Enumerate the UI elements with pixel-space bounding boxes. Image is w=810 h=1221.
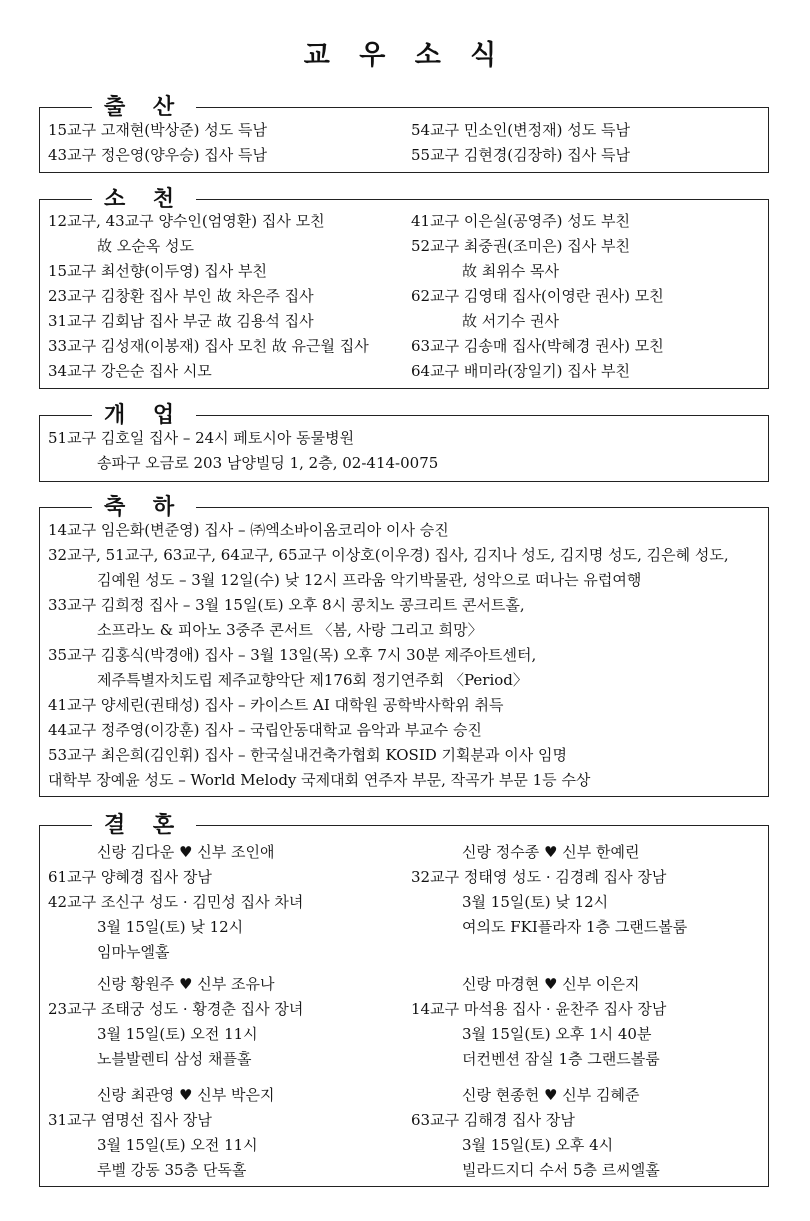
bride: 신부 박은지 <box>197 1086 275 1104</box>
district: 61교구 <box>48 868 97 886</box>
heart-icon: ♥ <box>179 975 193 993</box>
list-item: 34교구 강은순 집사 시모 <box>48 362 212 380</box>
wedding-venue: 빌라드지디 수서 5층 르씨엘홀 <box>462 1161 660 1179</box>
list-item: 12교구, 43교구 양수인(엄영환) 집사 모친 <box>48 212 325 230</box>
district: 32교구 <box>411 868 460 886</box>
page-title: 교 우 소 식 <box>303 40 507 71</box>
district: 42교구 <box>48 893 97 911</box>
list-item: 송파구 오금로 203 남양빌딩 1, 2층, 02-414-0075 <box>97 454 439 472</box>
couple-names <box>462 840 639 865</box>
list-item: 32교구, 51교구, 63교구, 64교구, 65교구 이상호(이우경) 집사, 김지나 성도, 김지명 성도, 김은혜 성도, <box>48 546 729 564</box>
parents: 조신구 성도 · 김민성 집사 차녀 <box>100 893 304 911</box>
list-item: 54교구 민소인(변정재) 성도 득남 <box>411 121 630 139</box>
wedding-date: 3월 15일(토) 오전 11시 <box>97 1025 258 1043</box>
opening-title: 개 업 <box>92 401 196 429</box>
wedding-venue: 노블발렌티 삼성 채플홀 <box>97 1050 252 1068</box>
groom: 신랑 김다운 <box>97 843 175 861</box>
wedding-date: 3월 15일(토) 오전 11시 <box>97 1136 258 1154</box>
list-item: 15교구 고재현(박상준) 성도 득남 <box>48 121 267 139</box>
couple-names <box>97 840 274 865</box>
congrats-section <box>39 494 769 797</box>
wedding-venue: 여의도 FKI플라자 1층 그랜드볼룸 <box>462 918 688 936</box>
list-item: 31교구 김회남 집사 부군 故 김용석 집사 <box>48 312 314 330</box>
wedding-venue: 더컨벤션 잠실 1층 그랜드볼룸 <box>462 1050 660 1068</box>
wedding-date: 3월 15일(토) 오후 4시 <box>462 1136 614 1154</box>
couple-names <box>97 1083 274 1108</box>
parents: 정태영 성도 · 김경례 집사 장남 <box>463 868 667 886</box>
couple-names <box>462 1083 639 1108</box>
list-item: 33교구 김성재(이봉재) 집사 모친 故 유근월 집사 <box>48 337 369 355</box>
opening-section <box>39 402 769 482</box>
funeral-section <box>39 186 769 389</box>
wedding-date: 3월 15일(토) 오후 1시 40분 <box>462 1025 652 1043</box>
groom: 신랑 정수종 <box>462 843 540 861</box>
parents: 염명선 집사 장남 <box>100 1111 212 1129</box>
bride: 신부 한예린 <box>562 843 640 861</box>
groom: 신랑 황원주 <box>97 975 175 993</box>
list-item: 33교구 김희정 집사 – 3월 15일(토) 오후 8시 콩치노 콩크리트 콘서트홀, <box>48 596 525 614</box>
list-item: 故 서기수 권사 <box>462 312 559 330</box>
birth-title: 출 산 <box>92 93 196 121</box>
list-item: 62교구 김영태 집사(이영란 권사) 모친 <box>411 287 664 305</box>
district: 63교구 <box>411 1111 460 1129</box>
list-item: 64교구 배미라(장일기) 집사 부친 <box>411 362 630 380</box>
list-item: 44교구 정주영(이강훈) 집사 – 국립안동대학교 음악과 부교수 승진 <box>48 721 482 739</box>
heart-icon: ♥ <box>179 1086 193 1104</box>
wedding-section <box>39 812 769 1187</box>
list-item: 55교구 김현경(김장하) 집사 득남 <box>411 146 630 164</box>
list-item: 41교구 양세린(권태성) 집사 – 카이스트 AI 대학원 공학박사학위 취득 <box>48 696 504 714</box>
heart-icon: ♥ <box>544 975 558 993</box>
bride: 신부 김혜준 <box>562 1086 640 1104</box>
parents: 조태궁 성도 · 황경춘 집사 장녀 <box>100 1000 304 1018</box>
funeral-title: 소 천 <box>92 185 196 213</box>
list-item: 故 오순옥 성도 <box>97 237 194 255</box>
heart-icon: ♥ <box>179 843 193 861</box>
groom: 신랑 현종헌 <box>462 1086 540 1104</box>
parents: 김해경 집사 장남 <box>463 1111 575 1129</box>
district: 23교구 <box>48 1000 97 1018</box>
list-item: 63교구 김송매 집사(박혜경 권사) 모친 <box>411 337 664 355</box>
list-item: 51교구 김호일 집사 – 24시 페토시아 동물병원 <box>48 429 355 447</box>
parents: 마석용 집사 · 윤찬주 집사 장남 <box>463 1000 667 1018</box>
list-item: 52교구 최중권(조미은) 집사 부친 <box>411 237 630 255</box>
bride: 신부 조유나 <box>197 975 275 993</box>
district: 14교구 <box>411 1000 460 1018</box>
congrats-title: 축 하 <box>92 493 196 521</box>
bride: 신부 조인애 <box>197 843 275 861</box>
groom: 신랑 최관영 <box>97 1086 175 1104</box>
list-item: 제주특별자치도립 제주교향악단 제176회 정기연주회 〈Period〉 <box>97 671 528 689</box>
birth-section <box>39 94 769 173</box>
list-item: 35교구 김홍식(박경애) 집사 – 3월 13일(목) 오후 7시 30분 제주아트센터, <box>48 646 537 664</box>
wedding-venue: 임마누엘홀 <box>97 943 170 961</box>
list-item: 41교구 이은실(공영주) 성도 부친 <box>411 212 630 230</box>
heart-icon: ♥ <box>544 843 558 861</box>
list-item: 53교구 최은희(김인휘) 집사 – 한국실내건축가협회 KOSID 기획분과 이사 임명 <box>48 746 567 764</box>
district: 31교구 <box>48 1111 97 1129</box>
wedding-date: 3월 15일(토) 낮 12시 <box>97 918 244 936</box>
couple-names <box>97 972 274 997</box>
list-item: 15교구 최선향(이두영) 집사 부친 <box>48 262 267 280</box>
list-item: 소프라노 & 피아노 3중주 콘서트 〈봄, 사랑 그리고 희망〉 <box>97 621 483 639</box>
wedding-date: 3월 15일(토) 낮 12시 <box>462 893 609 911</box>
bride: 신부 이은지 <box>562 975 640 993</box>
list-item: 23교구 김창환 집사 부인 故 차은주 집사 <box>48 287 314 305</box>
heart-icon: ♥ <box>544 1086 558 1104</box>
wedding-title: 결 혼 <box>92 811 196 839</box>
list-item: 김예원 성도 – 3월 12일(수) 낮 12시 프라움 악기박물관, 성악으로 떠나는 유럽여행 <box>97 571 642 589</box>
list-item: 14교구 임은화(변준영) 집사 – ㈜엑소바이옴코리아 이사 승진 <box>48 521 449 539</box>
groom: 신랑 마경현 <box>462 975 540 993</box>
list-item: 43교구 정은영(양우승) 집사 득남 <box>48 146 267 164</box>
list-item: 故 최위수 목사 <box>462 262 559 280</box>
parents: 양혜경 집사 장남 <box>100 868 212 886</box>
list-item: 대학부 장예윤 성도 – World Melody 국제대회 연주자 부문, 작곡가 부문 1등 수상 <box>48 771 591 789</box>
wedding-venue: 루벨 강동 35층 단독홀 <box>97 1161 247 1179</box>
couple-names <box>462 972 639 997</box>
